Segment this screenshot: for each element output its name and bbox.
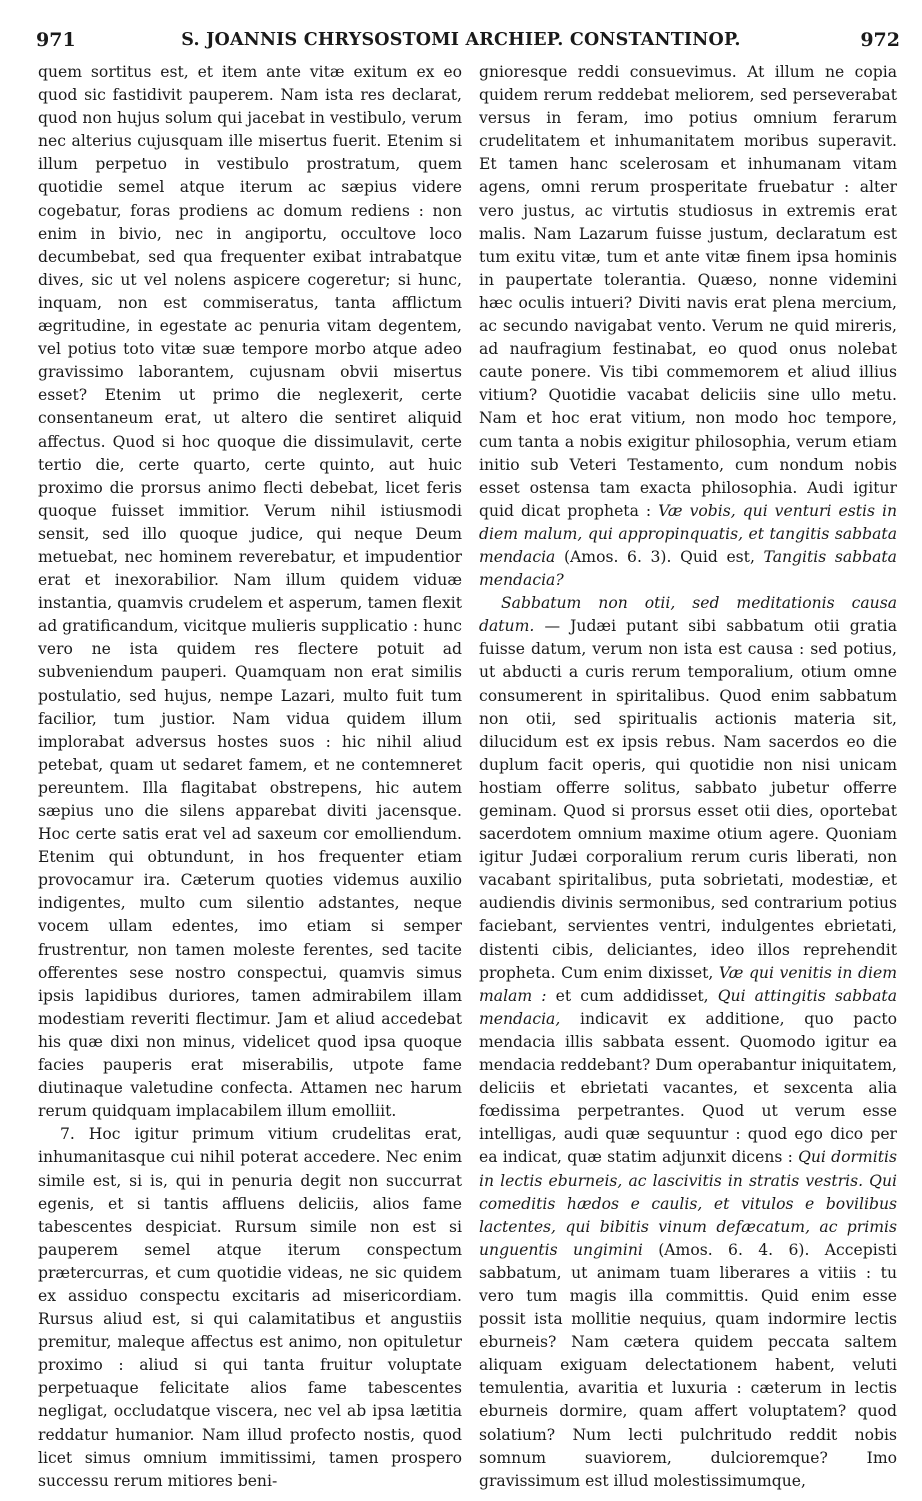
scripture-reference: (Amos. 6. 3).	[563, 547, 672, 566]
section-heading: Sabbatum non otii, sed meditationis causa datum.	[479, 594, 897, 636]
right-paragraph-2c: indicavit ex additione, quo pacto mendacia illis sabbata essent. Quomodo igitur ea mendacia reddebant? Dum operabantur iniquitatem, deliciis et ebrietati vacantes, et sexcenta alia fœdissima perpetrantes. Quod ut verum esse intelligas, audi quæ sequuntur : quod ego dico per ea indicat, quæ statim adjunxit dicens :	[479, 1009, 897, 1167]
left-paragraph-2: 7. Hoc igitur primum vitium crudelitas erat, inhumanitasque cui nihil poterat accedere. Nec enim simile est, si is, qui in penuria degit non succurrat egenis, et si tantis affluens deliciis, alios fame tabescentes despiciat. Rursum simile non est si pauperem semel atque iterum conspectum prætercurras, et cum quotidie videas, ne sic quidem ex assiduo conspectu excitaris ad misericordiam. Rursus aliud est, si qui calamitatibus et angustiis premitur, maleque affectus est animo, non opituletur proximo : aliud si qui tanta fruitur voluptate perpetuaque felicitate alios fame tabescentes negligat, occludatque viscera, nec vel ab ipsa lætitia reddatur humanior. Nam illud profecto nostis, quod licet simus omnium immitissimi, tamen prospero successu rerum mitiores beni-	[38, 1125, 462, 1490]
right-paragraph-2a: — Judæi putant sibi sabbatum otii gratia fuisse datum, verum non ista est causa : sed potius, ut abducti a curis rerum temporalium, otium omne consumerent in spiritalibus. Quod enim sabbatum non otii, sed spiritualis actionis materia sit, dilucidum est ex ipsis rebus. Nam sacerdos eo die duplum facit operis, qui quotidie non nisi unicam hostiam offerre solitus, sabbato jubetur offerre geminam. Quod si prorsus esset otii dies, oportebat sacerdotem omnium maxime otium agere. Quoniam igitur Judæi corporalium rerum curis liberati, non vacabant spiritalibus, puta sobrietati, modestiæ, et audiendis divinis sermonibus, sed contrarium potius faciebant, servientes ventri, indulgentes ebrietati, distenti cibis, deliciantes, ideo illos reprehendit propheta. Cum enim dixisset,	[479, 617, 897, 982]
right-paragraph-2	[479, 592, 897, 1493]
running-title: S. JOANNIS CHRYSOSTOMI ARCHIEP. CONSTANTINOP.	[181, 30, 741, 50]
scripture-quote-amos-6-3: Væ vobis, qui venturi estis in diem malum, qui appropinquatis, et tangitis sabbata mendacia	[479, 501, 897, 566]
right-column	[479, 61, 897, 1493]
scripture-reference-2: (Amos. 6. 4. 6).	[658, 1240, 810, 1259]
question-lead: Quid est,	[680, 547, 755, 566]
question-quote: Tangitis sabbata mendacia?	[479, 547, 897, 590]
right-paragraph-2b: et cum addidisset,	[555, 986, 709, 1005]
scripture-quote-2: Qui attingitis sabbata mendacia,	[479, 986, 897, 1028]
left-column	[38, 61, 462, 1493]
page-number-right: 972	[860, 29, 900, 51]
scripture-quote-amos-6-4-6: Qui dormitis in lectis eburneis, ac lascivitis in stratis vestris. Qui comeditis hædos e caulis, et vitulos e bovilibus lactentes, qui bibitis vinum defæcatum, ac primis unguentis ungimini	[479, 1148, 897, 1259]
right-paragraph-1	[479, 61, 897, 592]
right-paragraph-2d: Accepisti sabbatum, ut animam tuam liberares a vitiis : tu vero tum magis illa committis. Quid enim esse possit ista mollitie nequius, quam indormire lectis eburneis? Nam cætera quidem peccata saltem aliquam exiguam delectationem habent, veluti temulentia, avaritia et luxuria : cæterum in lectis eburneis dormire, quam affert voluptatem? quod solatium? Num lecti pulchritudo reddit nobis somnum suaviorem, dulcioremque? Imo gravissimum est illud molestissimumque,	[479, 1240, 897, 1490]
scripture-quote-1: Væ qui venitis in diem malam :	[479, 963, 897, 1005]
left-paragraph-1: quem sortitus est, et item ante vitæ exitum ex eo quod sic fastidivit pauperem. Nam ista res declarat, quod non hujus solum qui jacebat in vestibulo, verum nec alterius cujusquam ille misertus fuerit. Etenim si illum perpetuo in vestibulo prostratum, quem quotidie semel atque iterum ac sæpius videre cogebatur, foras prodiens ac domum rediens : non enim in bivio, nec in angiportu, occultove loco decumbebat, sed qua frequenter exibat intrabatque dives, sic ut vel nolens aspicere cogeretur; si hunc, inquam, non est commiseratus, tanta afflictum ægritudine, in egestate ac penuria vitam degentem, vel potius toto vitæ suæ tempore morbo atque adeo gravissimo laborantem, cujusnam obvii misertus esset? Etenim ut primo die neglexerit, certe consentaneum erat, ut altero die sentiret aliquid affectus. Quod si hoc quoque die dissimulavit, certe tertio die, certe quarto, certe quinto, aut huic proximo die prorsus animo flecti debebat, licet feris quoque fuisset immitior. Verum nihil istiusmodi sensit, sed illo quoque judice, qui neque Deum metuebat, nec hominem reverebatur, et impudentior erat et inexorabilior. Nam illum quidem viduæ instantia, quamvis crudelem et asperum, tamen flexit ad gratificandum, vicitque mulieris supplicatio : hunc vero ne ista quidem res flectere potuit ad subveniendum pauperi. Quamquam non erat similis postulatio, sed hujus, nempe Lazari, multo fuit tum facilior, tum justior. Nam vidua quidem illum implorabat adversus hostes suos : hic nihil aliud petebat, quam ut sedaret famem, et ne contemneret pereuntem. Illa flagitabat obstrepens, hic autem sæpius uno die silens apparebat diviti jacensque. Hoc certe satis erat vel ad saxeum cor emolliendum. Etenim qui obtundunt, in hos frequenter etiam provocamur ira. Cæterum quoties videmus auxilio indigentes, multo cum silentio adstantes, neque vocem ullam edentes, imo etiam si semper frustrentur, non tamen moleste ferentes, sed tacite offerentes sese nostro conspectui, quamvis simus ipsis lapidibus duriores, tamen admirabilem illam modestiam reveriti flectimur. Jam et aliud accedebat his quæ dixi non minus, videlicet quod ipsa quoque facies pauperis erat miserabilis, utpote fame diutinaque valetudine confecta. Attamen nec harum rerum quidquam implacabilem illum emolliit.	[38, 63, 462, 1121]
right-paragraph-1-text: gnioresque reddi consuevimus. At illum ne copia quidem rerum reddebat meliorem, sed perseverabat versus in feram, imo potius omnium ferarum crudelitatem et inhumanitatem moribus superavit. Et tamen hanc scelerosam et inhumanam vitam agens, omni rerum prosperitate fruebatur : alter vero justus, ac virtutis studiosus in extremis erat malis. Nam Lazarum fuisse justum, declaratum est tum exitu vitæ, tum et ante vitæ finem ipsa hominis in paupertate tolerantia. Quæso, nonne videmini hæc oculis intueri? Diviti navis erat plena mercium, ac secundo navigabat vento. Verum ne quid mireris, ad naufragium festinabat, eo quod onus nolebat caute ponere. Vis tibi commemorem et aliud illius vitium? Quotidie vacabat deliciis sine ullo metu. Nam et hoc erat vitium, non modo hoc tempore, cum tanta a nobis exigitur philosophia, verum etiam initio sub Veteri Testamento, cum nondum nobis esset ostensa tam exacta philosophia. Audi igitur quid dicat propheta :	[479, 63, 897, 520]
page-number-left: 971	[36, 29, 76, 51]
